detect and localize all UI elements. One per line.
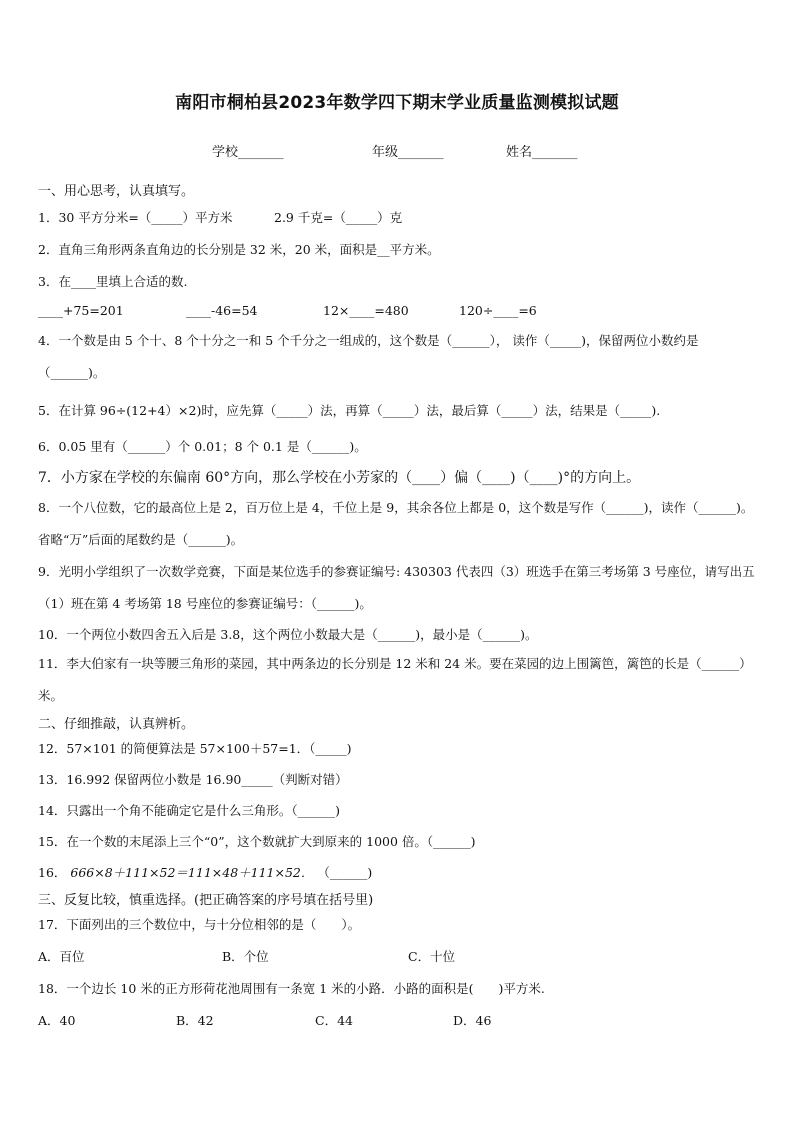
question-3: 3．在____里填上合适的数. xyxy=(38,274,188,289)
question-15: 15．在一个数的末尾添上三个“0”，这个数就扩大到原来的 1000 倍。（______) xyxy=(38,834,476,849)
question-18-option-a: A．40 xyxy=(38,1013,76,1028)
section-1-heading: 一、用心思考，认真填写。 xyxy=(38,184,195,199)
question-18-option-c: C．44 xyxy=(315,1013,353,1028)
section-2-heading: 二、仔细推敲，认真辨析。 xyxy=(38,717,195,732)
section-3-heading: 三、反复比较，慎重选择。(把正确答案的序号填在括号里) xyxy=(38,893,374,908)
question-2: 2．直角三角形两条直角边的长分别是 32 米，20 米，面积是__平方米。 xyxy=(38,242,440,257)
question-8: 8．一个八位数，它的最高位上是 2，百万位上是 4，千位上是 9，其余各位上都是 0，这个数是写作（______)，读作（______)。省略“万”后面的尾数约是（______)。 xyxy=(38,500,754,547)
question-3c: 12×____=480 xyxy=(323,303,409,318)
question-16-equation: 666×8＋111×52＝111×48＋111×52． xyxy=(70,865,314,880)
question-1a: 1．30 平方分米=（_____）平方米 xyxy=(38,210,233,225)
question-14: 14．只露出一个角不能确定它是什么三角形。（______) xyxy=(38,803,341,818)
school-field: 学校_______ xyxy=(212,145,284,160)
question-7: 7．小方家在学校的东偏南 60°方向，那么学校在小芳家的（____）偏（____)（____)°的方向上。 xyxy=(38,470,641,486)
question-3b: ____-46=54 xyxy=(186,303,258,318)
question-10: 10．一个两位小数四舍五入后是 3.8，这个两位小数最大是（______)，最小是（______)。 xyxy=(38,627,538,642)
question-12: 12．57×101 的简便算法是 57×100＋57=1．（_____) xyxy=(38,741,352,756)
question-11: 11．李大伯家有一块等腰三角形的菜园，其中两条边的长分别是 12 米和 24 米。要在菜园的边上围篱笆，篱笆的长是（______）米。 xyxy=(38,656,752,703)
name-field: 姓名_______ xyxy=(506,145,578,160)
page-title: 南阳市桐柏县2023年数学四下期末学业质量监测模拟试题 xyxy=(175,93,619,113)
question-9: 9．光明小学组织了一次数学竞赛，下面是某位选手的参赛证编号: 430303 代表四（3）班选手在第三考场第 3 号座位，请写出五（1）班在第 4 考场第 18 号座位的参赛证编号：（______)。 xyxy=(38,564,755,611)
question-17-option-a: A．百位 xyxy=(38,949,85,964)
question-18: 18．一个边长 10 米的正方形荷花池周围有一条宽 1 米的小路．小路的面积是( )平方米. xyxy=(38,981,545,996)
question-1b: 2.9 千克=（_____）克 xyxy=(274,210,403,225)
question-13: 13．16.992 保留两位小数是 16.90_____（判断对错） xyxy=(38,772,348,787)
question-17-option-c: C．十位 xyxy=(408,949,456,964)
grade-field: 年级_______ xyxy=(372,145,444,160)
question-16 xyxy=(38,863,372,881)
question-6: 6．0.05 里有（______）个 0.01；8 个 0.1 是（______)。 xyxy=(38,439,367,454)
question-3d: 120÷____=6 xyxy=(459,303,537,318)
question-5: 5．在计算 96÷(12+4）×2)时，应先算（_____）法，再算（_____）法，最后算（_____）法，结果是（_____). xyxy=(38,403,661,418)
question-17: 17．下面列出的三个数位中，与十分位相邻的是（ ）。 xyxy=(38,917,361,932)
question-17-option-b: B．个位 xyxy=(222,949,269,964)
question-18-option-b: B．42 xyxy=(176,1013,214,1028)
question-16-number: 16． xyxy=(38,865,67,880)
question-18-option-d: D．46 xyxy=(453,1013,492,1028)
question-16-blank: （______) xyxy=(317,865,373,880)
question-4: 4．一个数是由 5 个十、8 个十分之一和 5 个千分之一组成的，这个数是（______）， 读作（_____)，保留两位小数约是（______)。 xyxy=(38,333,699,380)
question-3a: ____+75=201 xyxy=(38,303,124,318)
